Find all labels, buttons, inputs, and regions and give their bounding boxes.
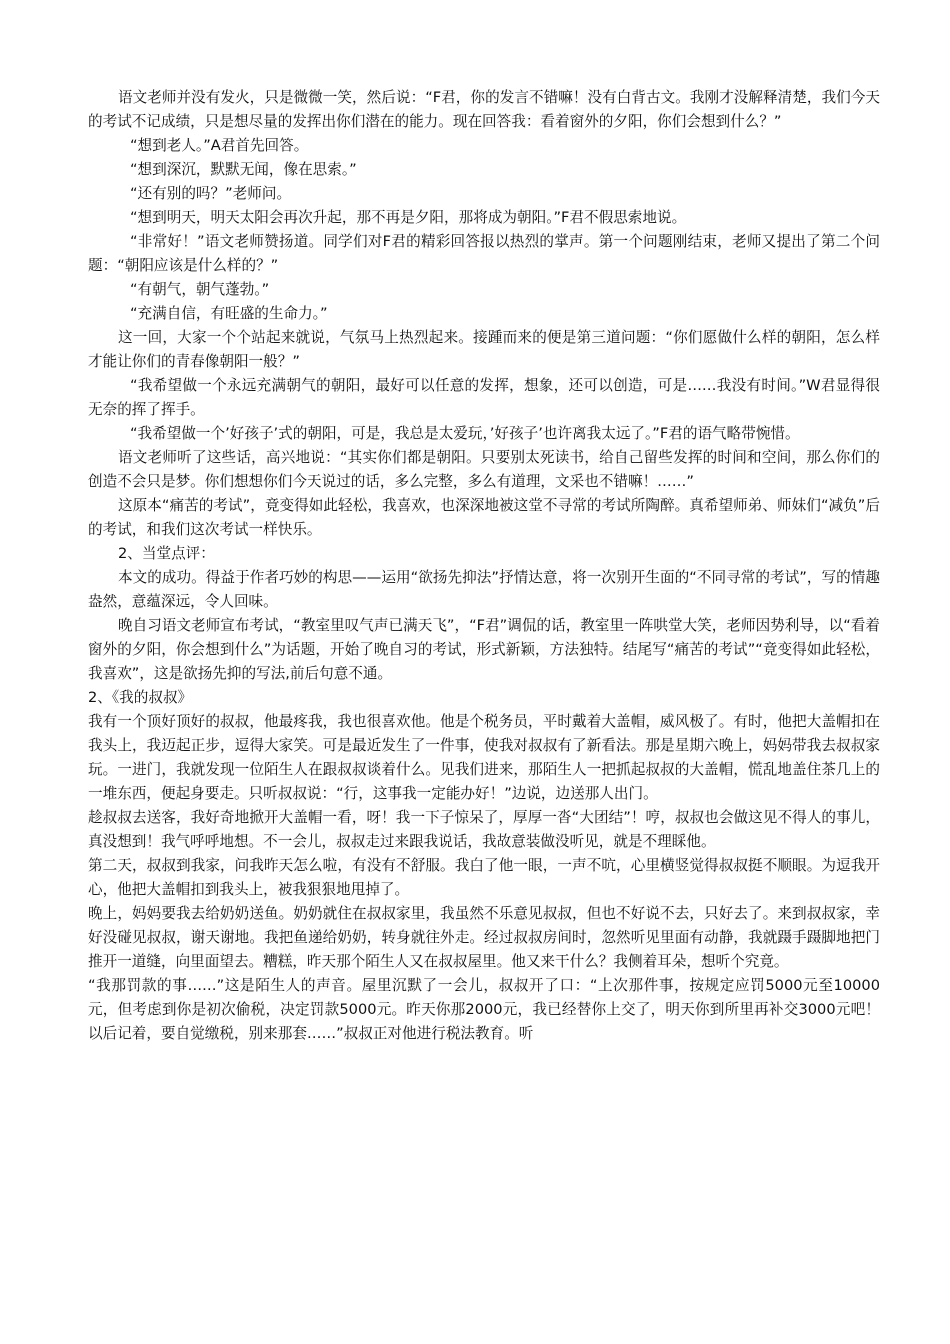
paragraph: “我希望做一个’好孩子’式的朝阳，可是，我总是太爱玩，’好孩子’也许离我太远了。”F君的语气略带惋惜。 bbox=[130, 425, 800, 442]
paragraph: “我希望做一个永远充满朝气的朝阳，最好可以任意的发挥，想象，还可以创造，可是……我没有时间。”W君显得很无奈的挥了挥手。 bbox=[88, 377, 880, 418]
story-paragraph: 我有一个顶好顶好的叔叔，他最疼我，我也很喜欢他。他是个税务员，平时戴着大盖帽，威风极了。有时，他把大盖帽扣在我头上，我迈起正步，逗得大家笑。可是最近发生了一件事，使我对叔叔有了新看法。那是星期六晚上，妈妈带我去叔叔家玩。一进门，我就发现一位陌生人在跟叔叔谈着什么。见我们进来，那陌生人一把抓起叔叔的大盖帽，慌乱地盖住茶几上的一堆东西，便起身要走。只听叔叔说：“行，这事我一定能办好！”边说，边送那人出门。 bbox=[88, 713, 880, 802]
story-paragraph: 晚上，妈妈要我去给奶奶送鱼。奶奶就住在叔叔家里，我虽然不乐意见叔叔，但也不好说不去，只好去了。来到叔叔家，幸好没碰见叔叔，谢天谢地。我把鱼递给奶奶，转身就往外走。经过叔叔房间时，忽然听见里面有动静，我就蹑手蹑脚地把门推开一道缝，向里面望去。糟糕，昨天那个陌生人又在叔叔屋里。他又来干什么？我侧着耳朵，想听个究竟。 bbox=[88, 905, 880, 970]
paragraph: “非常好！”语文老师赞扬道。同学们对F君的精彩回答报以热烈的掌声。第一个问题刚结束，老师又提出了第二个问题：“朝阳应该是什么样的？” bbox=[88, 233, 880, 274]
document-page bbox=[88, 86, 880, 1046]
paragraph: 本文的成功。得益于作者巧妙的构思——运用“欲扬先抑法”抒情达意，将一次别开生面的“不同寻常的考试”，写的情趣盎然，意蕴深远，令人回味。 bbox=[88, 569, 880, 610]
paragraph: 这原本“痛苦的考试”，竟变得如此轻松，我喜欢，也深深地被这堂不寻常的考试所陶醉。真希望师弟、师妹们“减负”后的考试，和我们这次考试一样快乐。 bbox=[88, 497, 880, 538]
dialogue-line: “还有别的吗？”老师问。 bbox=[130, 185, 292, 202]
paragraph: 晚自习语文老师宣布考试，“教室里叹气声已满天飞”，“F君”调侃的话，教室里一阵哄堂大笑，老师因势利导，以“看着窗外的夕阳，你会想到什么”为话题，开始了晚自习的考试，形式新颖，方法独特。结尾写“痛苦的考试”“竟变得如此轻松，我喜欢”，这是欲扬先抑的写法,前后句意不通。 bbox=[88, 617, 880, 682]
story-paragraph: “我那罚款的事……”这是陌生人的声音。屋里沉默了一会儿，叔叔开了口：“上次那件事，按规定应罚5000元至10000元，但考虑到你是初次偷税，决定罚款5000元。昨天你那2000元，我已经替你上交了，明天你到所里再补交3000元吧！以后记着，要自觉缴税，别来那套……”叔叔正对他进行税法教育。听 bbox=[88, 977, 880, 1042]
dialogue-line: “想到深沉，默默无闻，像在思索。” bbox=[130, 161, 357, 178]
section-title: 2、《我的叔叔》 bbox=[88, 689, 193, 706]
story-paragraph: 趁叔叔去送客，我好奇地掀开大盖帽一看，呀！我一下子惊呆了，厚厚一沓“大团结”！哼，叔叔也会做这见不得人的事儿，真没想到！我气呼呼地想。不一会儿，叔叔走过来跟我说话，我故意装做没听见，就是不理睬他。 bbox=[88, 809, 880, 850]
subheading: 2、当堂点评： bbox=[118, 545, 215, 562]
paragraph: 语文老师听了这些话，高兴地说：“其实你们都是朝阳。只要别太死读书，给自己留些发挥的时间和空间，那么你们的创造不会只是梦。你们想想你们今天说过的话，多么完整，多么有道理，文采也不错嘛！……” bbox=[88, 449, 880, 490]
dialogue-line: “有朝气，朝气蓬勃。” bbox=[130, 281, 270, 298]
story-paragraph: 第二天，叔叔到我家，问我昨天怎么啦，有没有不舒服。我白了他一眼，一声不吭，心里横竖觉得叔叔挺不顺眼。为逗我开心，他把大盖帽扣到我头上，被我狠狠地甩掉了。 bbox=[88, 857, 880, 898]
dialogue-line: “想到明天，明天太阳会再次升起，那不再是夕阳，那将成为朝阳。”F君不假思索地说。 bbox=[130, 209, 687, 226]
paragraph: 语文老师并没有发火，只是微微一笑，然后说：“F君，你的发言不错嘛！没有白背古文。我刚才没解释清楚，我们今天的考试不记成绩，只是想尽量的发挥出你们潜在的能力。现在回答我：看着窗外的夕阳，你们会想到什么？” bbox=[88, 89, 880, 130]
paragraph: 这一回，大家一个个站起来就说，气氛马上热烈起来。接踵而来的便是第三道问题：“你们愿做什么样的朝阳，怎么样才能让你们的青春像朝阳一般？” bbox=[88, 329, 880, 370]
dialogue-line: “充满自信，有旺盛的生命力。” bbox=[130, 305, 328, 322]
dialogue-line: “想到老人。”A君首先回答。 bbox=[130, 137, 309, 154]
